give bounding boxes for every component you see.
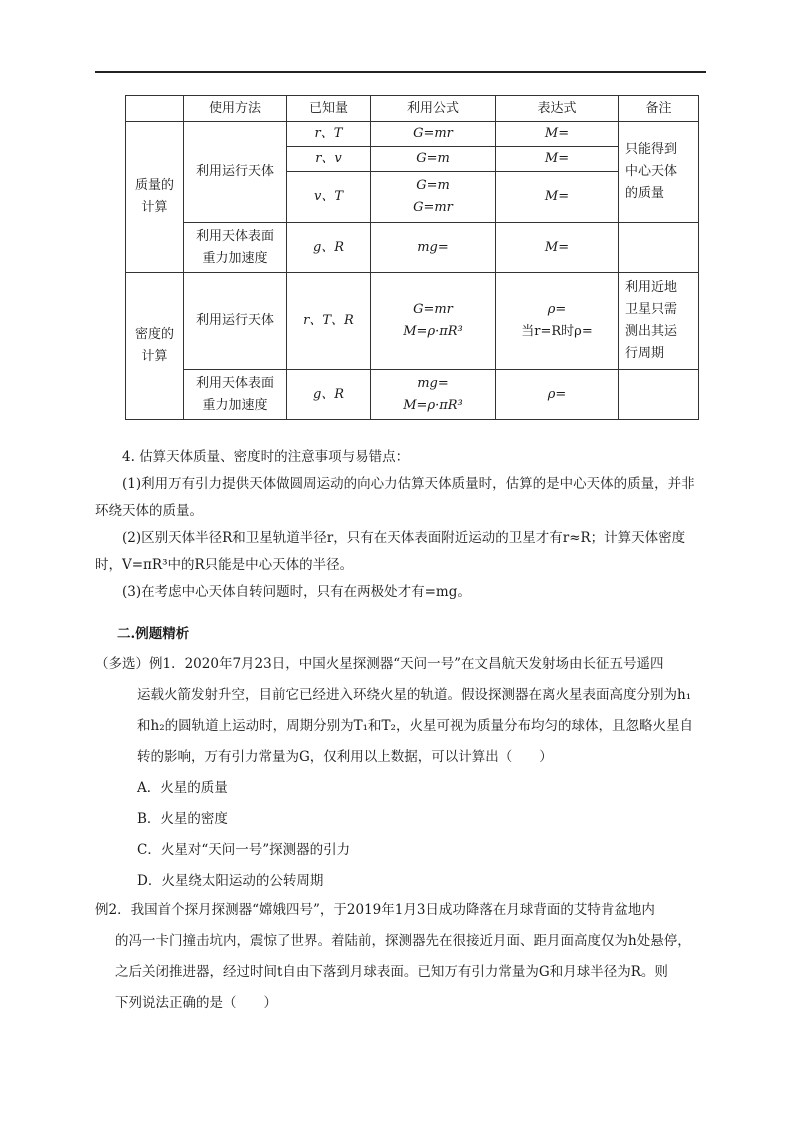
known-cell: r、v [287,147,371,172]
header-rule [95,71,706,73]
formula-cell: mg= M=ρ·πR³ [371,370,496,420]
option-c: C．火星对“天问一号”探测器的引力 [137,842,351,858]
formula-cell: G=m G=mr [371,172,496,223]
table-row [126,370,699,420]
notes-title: 4. 估算天体质量、密度时的注意事项与易错点： [122,449,410,465]
option-d: D．火星绕太阳运动的公转周期 [137,873,324,889]
density-category-cell: 密度的 计算 [126,273,184,420]
formula-cell: mg= [371,223,496,273]
density-method-cell: 利用运行天体 [184,273,287,370]
formula-cell: G=m [371,147,496,172]
table-row [126,223,699,273]
table-row [126,122,699,147]
formula-cell: G=mr M=ρ·πR³ [371,273,496,370]
example-2-line: 下列说法正确的是（ ） [115,995,277,1011]
option-b: B．火星的密度 [137,811,228,827]
example-1-line: 运载火箭发射升空，目前它已经进入环绕火星的轨道。假设探测器在离火星表面高度分别为h₁ [137,687,692,703]
note-item: (1)利用万有引力提供天体做圆周运动的向心力估算天体质量时，估算的是中心天体的质量，并非环绕天体的质量。 [95,476,695,519]
table-header: 已知量 [287,96,371,122]
example-2-line: 之后关闭推进器，经过时间t自由下落到月球表面。已知万有引力常量为G和月球半径为R。则 [115,964,668,980]
example-1 [95,649,717,897]
expression-cell: M= [496,122,619,147]
empty-note-cell [619,370,699,420]
section-title: 二.例题精析 [117,626,190,642]
notes-block [95,444,707,606]
table-header: 使用方法 [184,96,287,122]
table-header [126,96,184,122]
table-header-row [126,96,699,122]
option-a: A．火星的质量 [137,780,228,796]
example-2-intro: 例2．我国首个探月探测器“嫦娥四号”，于2019年1月3日成功降落在月球背面的艾特肯盆地内 [95,902,655,918]
density-method2-cell: 利用天体表面 重力加速度 [184,370,287,420]
mass-note-cell: 只能得到 中心天体 的质量 [619,122,699,223]
formula-table [125,95,699,420]
expression-cell: M= [496,223,619,273]
expression-cell: M= [496,147,619,172]
known-cell: r、T、R [287,273,371,370]
note-item: (2)区别天体半径R和卫星轨道半径r，只有在天体表面附近运动的卫星才有r≈R；计算天体密度时，V=πR³中的R只能是中心天体的半径。 [95,530,686,573]
empty-note-cell [619,223,699,273]
example-2 [95,895,707,1019]
example-2-line: 的冯一卡门撞击坑内，震惊了世界。着陆前，探测器先在很接近月面、距月面高度仅为h处悬停， [115,933,691,949]
mass-method-cell: 利用运行天体 [184,122,287,223]
table-row [126,273,699,370]
expression-cell: ρ= [496,370,619,420]
example-1-line: 和h₂的圆轨道上运动时，周期分别为T₁和T₂，火星可视为质量分布均匀的球体，且忽略火星自 [137,718,693,734]
known-cell: g、R [287,223,371,273]
expression-cell: M= [496,172,619,223]
known-cell: v、T [287,172,371,223]
table-header: 利用公式 [371,96,496,122]
formula-cell: G=mr [371,122,496,147]
example-1-line: 转的影响，万有引力常量为G，仅利用以上数据，可以计算出（ ） [137,749,553,765]
known-cell: r、T [287,122,371,147]
mass-method2-cell: 利用天体表面 重力加速度 [184,223,287,273]
example-1-intro: （多选）例1．2020年7月23日，中国火星探测器“天问一号”在文昌航天发射场由长征五号遥四 [95,656,664,672]
known-cell: g、R [287,370,371,420]
table-header: 备注 [619,96,699,122]
density-note-cell: 利用近地 卫星只需 测出其运 行周期 [619,273,699,370]
expression-cell: ρ= 当r=R时ρ= [496,273,619,370]
note-item: (3)在考虑中心天体自转问题时，只有在两极处才有=mg。 [122,584,471,600]
table-header: 表达式 [496,96,619,122]
mass-category-cell: 质量的 计算 [126,122,184,273]
